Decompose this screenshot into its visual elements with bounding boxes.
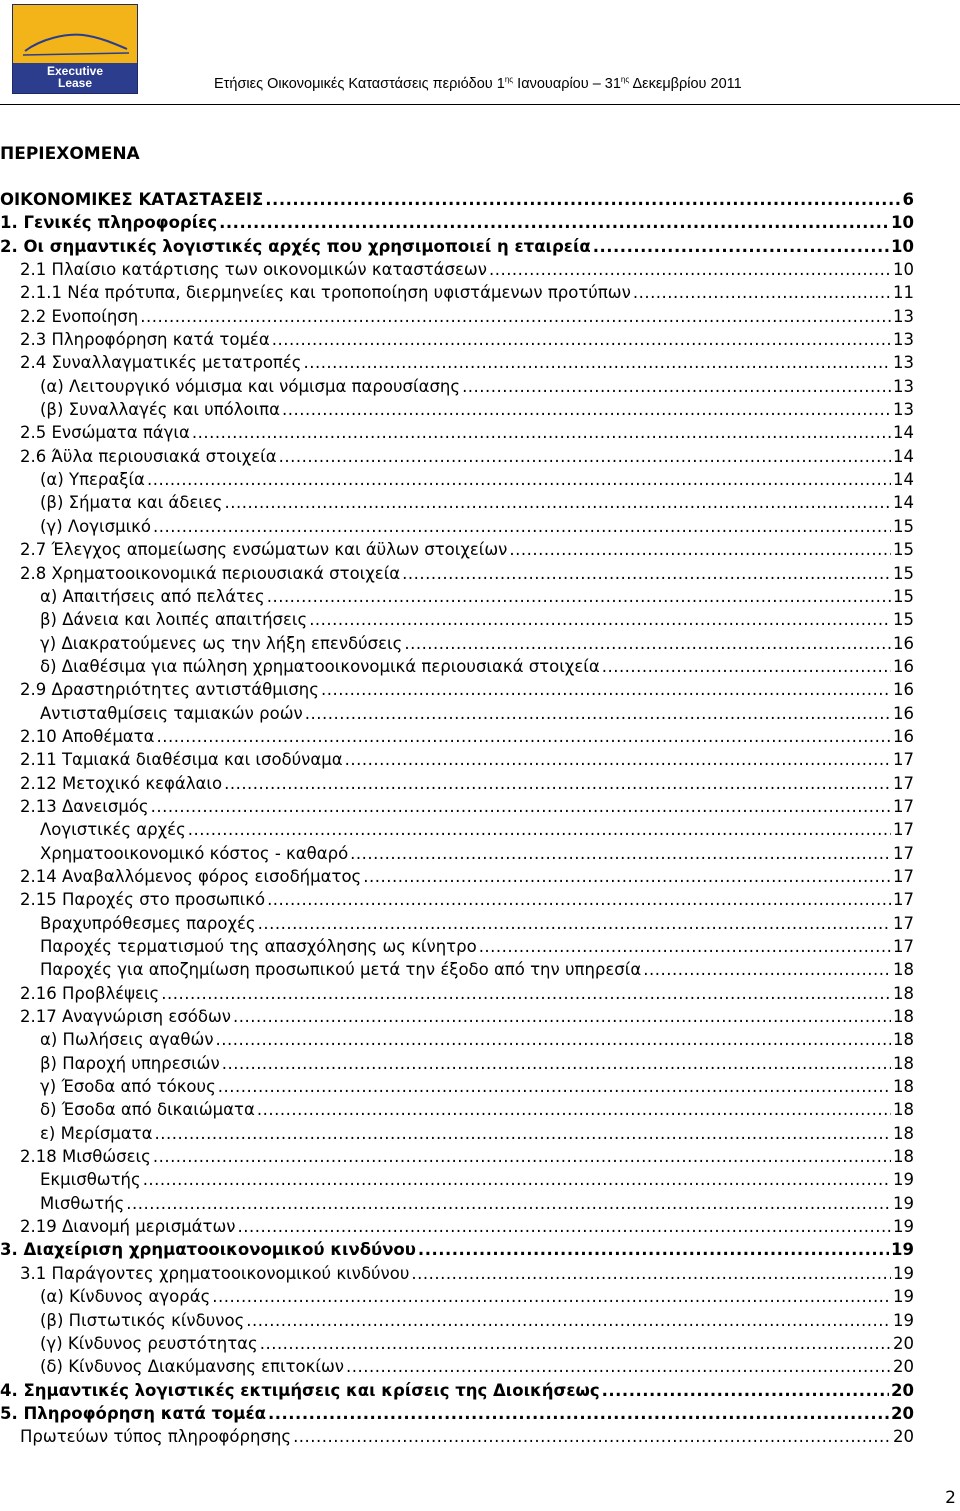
toc-leader-dots	[192, 421, 891, 444]
toc-entry-page: 18	[893, 1100, 914, 1120]
toc-entry[interactable]	[0, 1425, 914, 1448]
toc-entry-page: 18	[893, 1053, 914, 1073]
toc-entry-label: (α) Κίνδυνος αγοράς	[40, 1287, 211, 1307]
toc-entry-page: 20	[893, 1333, 914, 1353]
toc-entry-label: Χρηματοοικονομικό κόστος - καθαρό	[40, 843, 349, 863]
toc-entry[interactable]	[0, 725, 914, 748]
toc-entry[interactable]	[0, 1075, 914, 1098]
toc-entry-page: 19	[893, 1170, 914, 1190]
toc-entry[interactable]	[0, 608, 914, 631]
toc-leader-dots	[224, 491, 891, 514]
toc-entry[interactable]	[0, 1052, 914, 1075]
toc-entry-page: 20	[893, 1427, 914, 1447]
toc-entry-page: 15	[893, 563, 914, 583]
toc-leader-dots	[222, 1052, 891, 1075]
toc-leader-dots	[257, 1098, 891, 1121]
toc-leader-dots	[219, 211, 889, 234]
toc-entry-label: 2.19 Διανομή μερισμάτων	[20, 1217, 236, 1237]
toc-entry[interactable]	[0, 188, 914, 211]
toc-entry-page: 19	[893, 1287, 914, 1307]
toc-entry-label: β) Δάνεια και λοιπές απαιτήσεις	[40, 610, 308, 630]
toc-leader-dots	[411, 1262, 891, 1285]
toc-entry-page: 13	[893, 306, 914, 326]
toc-entry[interactable]	[0, 888, 914, 911]
toc-leader-dots	[246, 1309, 891, 1332]
toc-entry-page: 10	[891, 236, 914, 256]
toc-entry-label: 2. Οι σημαντικές λογιστικές αρχές που χρησιμοποιεί η εταιρεία	[0, 236, 591, 256]
toc-entry-label: δ) Διαθέσιμα για πώληση χρηματοοικονομικά περιουσιακά στοιχεία	[40, 656, 600, 676]
toc-entry-label: α) Πωλήσεις αγαθών	[40, 1030, 214, 1050]
toc-entry-page: 16	[893, 656, 914, 676]
toc-entry[interactable]	[0, 1379, 914, 1402]
toc-entry-label: 3. Διαχείριση χρηματοοικονομικού κινδύνου	[0, 1240, 416, 1260]
toc-leader-dots	[140, 305, 891, 328]
toc-entry[interactable]	[0, 748, 914, 771]
header-sup-1: ης	[504, 75, 514, 85]
toc-entry-page: 13	[893, 400, 914, 420]
toc-entry-label: 1. Γενικές πληροφορίες	[0, 213, 218, 233]
toc-leader-dots	[593, 235, 889, 258]
toc-leader-dots	[126, 1192, 891, 1215]
toc-leader-dots	[218, 1075, 891, 1098]
toc-leader-dots	[602, 1379, 889, 1402]
toc-leader-dots	[350, 842, 891, 865]
toc-entry-label: δ) Έσοδα από δικαιώματα	[40, 1100, 255, 1120]
toc-entry-label: (γ) Λογισμικό	[40, 516, 151, 536]
toc-entry[interactable]	[0, 491, 914, 514]
toc-leader-dots	[363, 865, 891, 888]
toc-entry[interactable]	[0, 398, 914, 421]
toc-leader-dots	[462, 375, 891, 398]
toc-entry[interactable]	[0, 632, 914, 655]
document-header	[214, 76, 742, 92]
toc-entry-page: 18	[893, 1077, 914, 1097]
toc-entry[interactable]	[0, 585, 914, 608]
toc-leader-dots	[153, 1145, 891, 1168]
toc-leader-dots	[265, 188, 900, 211]
toc-entry-page: 19	[893, 1193, 914, 1213]
toc-entry-page: 20	[893, 1357, 914, 1377]
toc-leader-dots	[233, 1005, 891, 1028]
toc-entry-page: 13	[893, 353, 914, 373]
toc-entry-page: 17	[893, 796, 914, 816]
toc-entry-label: 2.9 Δραστηριότητες αντιστάθμισης	[20, 680, 319, 700]
table-of-contents	[0, 188, 914, 1449]
toc-entry[interactable]	[0, 1098, 914, 1121]
toc-entry-label: Εκμισθωτής	[40, 1170, 141, 1190]
logo-line-2: Lease	[57, 76, 93, 90]
toc-entry-label: 2.18 Μισθώσεις	[20, 1147, 151, 1167]
toc-entry-page: 19	[893, 1310, 914, 1330]
toc-entry[interactable]	[0, 1122, 914, 1145]
toc-leader-dots	[402, 562, 891, 585]
toc-entry-label: 3.1 Παράγοντες χρηματοοικονομικού κινδύνου	[20, 1263, 410, 1283]
toc-entry-label: β) Παροχή υπηρεσιών	[40, 1053, 220, 1073]
toc-entry-page: 13	[893, 376, 914, 396]
toc-entry-label: (β) Σήματα και άδειες	[40, 493, 223, 513]
toc-leader-dots	[143, 1168, 891, 1191]
toc-entry[interactable]	[0, 468, 914, 491]
company-logo	[12, 4, 138, 94]
toc-entry-label: 2.15 Παροχές στο προσωπικό	[20, 890, 266, 910]
toc-entry[interactable]	[0, 538, 914, 561]
logo-line-1: Executive	[46, 64, 104, 78]
toc-leader-dots	[345, 748, 891, 771]
toc-entry-label: 4. Σημαντικές λογιστικές εκτιμήσεις και κρίσεις της Διοικήσεως	[0, 1380, 600, 1400]
toc-leader-dots	[303, 351, 891, 374]
toc-entry-label: Παροχές για αποζημίωση προσωπικού μετά την έξοδο από την υπηρεσία	[40, 960, 642, 980]
toc-entry-page: 18	[893, 1123, 914, 1143]
toc-entry[interactable]	[0, 235, 914, 258]
toc-entry-label: 2.6 Άϋλα περιουσιακά στοιχεία	[20, 446, 277, 466]
toc-leader-dots	[305, 702, 891, 725]
toc-entry-label: 2.16 Προβλέψεις	[20, 983, 160, 1003]
toc-entry-page: 15	[893, 610, 914, 630]
toc-entry[interactable]	[0, 281, 914, 304]
toc-entry-label: ΟΙΚΟΝΟΜΙΚΕΣ ΚΑΤΑΣΤΑΣΕΙΣ	[0, 190, 264, 209]
toc-entry-page: 13	[893, 330, 914, 350]
toc-entry[interactable]	[0, 1192, 914, 1215]
toc-entry[interactable]	[0, 1168, 914, 1191]
toc-entry-label: (γ) Κίνδυνος ρευστότητας	[40, 1333, 258, 1353]
toc-leader-dots	[157, 725, 892, 748]
toc-entry-page: 11	[893, 283, 914, 303]
toc-leader-dots	[154, 1122, 891, 1145]
toc-entry-page: 16	[893, 633, 914, 653]
toc-entry-label: α) Απαιτήσεις από πελάτες	[40, 586, 265, 606]
toc-entry-label: (δ) Κίνδυνος Διακύμανσης επιτοκίων	[40, 1357, 344, 1377]
header-part-2: Ιανουαρίου – 31	[513, 76, 621, 92]
header-part-1: Ετήσιες Οικονομικές Καταστάσεις περιόδου 1	[214, 76, 505, 92]
toc-leader-dots	[643, 958, 891, 981]
toc-leader-dots	[153, 515, 891, 538]
toc-entry-page: 14	[893, 423, 914, 443]
toc-entry-label: ε) Μερίσματα	[40, 1123, 153, 1143]
toc-entry-label: 2.1.1 Νέα πρότυπα, διερμηνείες και τροποποίηση υφιστάμενων προτύπων	[20, 283, 631, 303]
header-part-3: Δεκεμβρίου 2011	[629, 76, 742, 92]
toc-leader-dots	[161, 982, 891, 1005]
toc-entry[interactable]	[0, 1332, 914, 1355]
toc-leader-dots	[279, 445, 891, 468]
toc-entry[interactable]	[0, 655, 914, 678]
toc-leader-dots	[260, 1332, 891, 1355]
toc-entry-label: Μισθωτής	[40, 1193, 125, 1213]
toc-leader-dots	[509, 538, 891, 561]
toc-entry-label: 2.17 Αναγνώριση εσόδων	[20, 1007, 231, 1027]
toc-leader-dots	[633, 281, 891, 304]
toc-entry-label: 2.1 Πλαίσιο κατάρτισης των οικονομικών καταστάσεων	[20, 260, 487, 280]
toc-entry[interactable]	[0, 912, 914, 935]
toc-entry-label: (α) Λειτουργικό νόμισμα και νόμισμα παρουσίασης	[40, 376, 461, 396]
toc-entry[interactable]	[0, 211, 914, 234]
toc-entry[interactable]	[0, 1285, 914, 1308]
toc-entry[interactable]	[0, 305, 914, 328]
toc-entry[interactable]	[0, 795, 914, 818]
toc-entry-label: γ) Έσοδα από τόκους	[40, 1077, 216, 1097]
toc-entry[interactable]	[0, 958, 914, 981]
toc-leader-dots	[489, 258, 891, 281]
toc-entry-page: 14	[893, 493, 914, 513]
toc-entry-label: 2.7 Έλεγχος απομείωσης ενσώματων και άϋλων στοιχείων	[20, 540, 508, 560]
toc-entry[interactable]	[0, 818, 914, 841]
toc-leader-dots	[272, 328, 891, 351]
toc-entry-label: (β) Πιστωτικός κίνδυνος	[40, 1310, 245, 1330]
toc-entry-label: 2.14 Αναβαλλόμενος φόρος εισοδήματος	[20, 866, 362, 886]
logo-wordmark	[13, 65, 137, 89]
toc-entry[interactable]	[0, 1145, 914, 1168]
toc-entry-page: 17	[893, 773, 914, 793]
toc-entry-page: 18	[893, 1030, 914, 1050]
toc-entry[interactable]	[0, 865, 914, 888]
toc-entry-page: 15	[893, 516, 914, 536]
toc-leader-dots	[147, 468, 891, 491]
toc-entry[interactable]	[0, 328, 914, 351]
toc-entry-page: 16	[893, 726, 914, 746]
toc-entry-label: 2.2 Ενοποίηση	[20, 306, 139, 326]
toc-entry-page: 10	[893, 260, 914, 280]
toc-entry-label: Λογιστικές αρχές	[40, 820, 186, 840]
toc-leader-dots	[293, 1425, 891, 1448]
toc-entry-page: 17	[893, 820, 914, 840]
toc-entry-page: 20	[891, 1403, 914, 1423]
toc-entry-page: 15	[893, 540, 914, 560]
toc-leader-dots	[188, 818, 891, 841]
page-number: 2	[945, 1488, 956, 1508]
toc-leader-dots	[602, 655, 891, 678]
toc-entry[interactable]	[0, 351, 914, 374]
car-silhouette-icon	[21, 29, 131, 59]
toc-leader-dots	[321, 678, 891, 701]
toc-entry-page: 18	[893, 1147, 914, 1167]
toc-leader-dots	[267, 888, 891, 911]
toc-entry-page: 19	[893, 1217, 914, 1237]
toc-leader-dots	[267, 585, 891, 608]
toc-entry-page: 17	[893, 750, 914, 770]
toc-entry-label: Παροχές τερματισμού της απασχόλησης ως κίνητρο	[40, 937, 477, 956]
toc-leader-dots	[216, 1028, 891, 1051]
toc-entry-label: 2.13 Δανεισμός	[20, 796, 149, 816]
toc-entry[interactable]	[0, 1028, 914, 1051]
toc-leader-dots	[479, 935, 891, 958]
toc-entry-page: 6	[902, 190, 914, 209]
toc-entry-page: 17	[893, 866, 914, 886]
toc-entry[interactable]	[0, 562, 914, 585]
toc-entry[interactable]	[0, 935, 914, 958]
toc-leader-dots	[404, 632, 891, 655]
header-rule	[0, 104, 960, 105]
toc-entry-page: 16	[893, 703, 914, 723]
toc-entry[interactable]	[0, 678, 914, 701]
toc-entry-label: 2.11 Ταμιακά διαθέσιμα και ισοδύναμα	[20, 750, 343, 770]
toc-entry-label: 2.5 Ενσώματα πάγια	[20, 423, 190, 443]
toc-entry-label: 2.4 Συναλλαγματικές μετατροπές	[20, 353, 302, 373]
toc-leader-dots	[418, 1238, 889, 1261]
toc-leader-dots	[309, 608, 891, 631]
toc-title: ΠΕΡΙΕΧΟΜΕΝΑ	[0, 144, 140, 164]
toc-leader-dots	[212, 1285, 891, 1308]
toc-entry[interactable]	[0, 421, 914, 444]
toc-entry-label: 2.12 Μετοχικό κεφάλαιο	[20, 773, 223, 793]
toc-leader-dots	[346, 1355, 891, 1378]
toc-entry-label: 2.10 Αποθέματα	[20, 726, 155, 746]
toc-entry-label: 2.8 Χρηματοοικονομικά περιουσιακά στοιχεία	[20, 563, 401, 583]
toc-leader-dots	[268, 1402, 889, 1425]
toc-entry-label: 5. Πληροφόρηση κατά τομέα	[0, 1403, 266, 1423]
toc-entry-label: (α) Υπεραξία	[40, 470, 145, 490]
toc-entry-label: γ) Διακρατούμενες ως την λήξη επενδύσεις	[40, 633, 403, 653]
toc-entry-page: 17	[893, 890, 914, 910]
toc-entry-page: 17	[893, 937, 914, 956]
toc-leader-dots	[224, 772, 891, 795]
toc-leader-dots	[282, 398, 891, 421]
toc-entry-page: 18	[893, 1007, 914, 1027]
toc-leader-dots	[258, 912, 891, 935]
toc-entry[interactable]	[0, 702, 914, 725]
toc-entry[interactable]	[0, 1355, 914, 1378]
toc-entry[interactable]	[0, 375, 914, 398]
toc-entry-page: 19	[891, 1240, 914, 1260]
toc-entry-page: 14	[893, 470, 914, 490]
toc-entry[interactable]	[0, 1262, 914, 1285]
toc-entry-page: 18	[893, 960, 914, 980]
toc-entry[interactable]	[0, 1215, 914, 1238]
toc-entry-page: 17	[893, 913, 914, 933]
toc-entry-page: 17	[893, 843, 914, 863]
toc-entry[interactable]	[0, 258, 914, 281]
toc-entry[interactable]	[0, 445, 914, 468]
toc-entry-page: 14	[893, 446, 914, 466]
toc-entry[interactable]	[0, 1005, 914, 1028]
toc-entry-label: Αντισταθμίσεις ταμιακών ροών	[40, 703, 303, 723]
toc-entry-label: Βραχυπρόθεσμες παροχές	[40, 913, 256, 933]
toc-entry[interactable]	[0, 1238, 914, 1261]
toc-entry-page: 15	[893, 586, 914, 606]
toc-entry[interactable]	[0, 772, 914, 795]
toc-entry[interactable]	[0, 515, 914, 538]
toc-leader-dots	[151, 795, 891, 818]
toc-leader-dots	[238, 1215, 891, 1238]
toc-entry-label: 2.3 Πληροφόρηση κατά τομέα	[20, 330, 270, 350]
toc-entry-label: (β) Συναλλαγές και υπόλοιπα	[40, 400, 280, 420]
toc-entry[interactable]	[0, 1309, 914, 1332]
toc-entry-page: 20	[891, 1380, 914, 1400]
toc-entry-page: 16	[893, 680, 914, 700]
header-sup-2: ης	[620, 75, 630, 85]
toc-entry[interactable]	[0, 982, 914, 1005]
toc-entry[interactable]	[0, 1402, 914, 1425]
toc-entry[interactable]	[0, 842, 914, 865]
toc-entry-label: Πρωτεύων τύπος πληροφόρησης	[20, 1427, 292, 1447]
toc-entry-page: 18	[893, 983, 914, 1003]
toc-entry-page: 10	[891, 213, 914, 233]
toc-entry-page: 19	[893, 1263, 914, 1283]
